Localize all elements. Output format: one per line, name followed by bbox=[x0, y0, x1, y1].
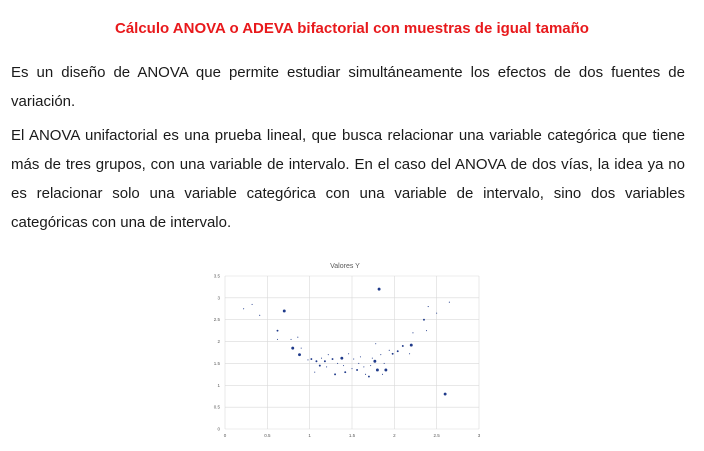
data-point bbox=[370, 365, 371, 366]
data-point bbox=[334, 373, 336, 375]
data-point bbox=[368, 376, 370, 378]
data-point bbox=[344, 371, 346, 373]
y-tick-label: 3 bbox=[217, 295, 220, 301]
x-tick-label: 2 bbox=[393, 433, 396, 438]
x-tick-label: 0.5 bbox=[264, 433, 271, 438]
data-point bbox=[337, 363, 338, 364]
chart-title: Valores Y bbox=[330, 263, 360, 270]
data-point bbox=[360, 356, 361, 357]
y-tick-label: 2 bbox=[217, 339, 220, 345]
data-point bbox=[283, 310, 286, 313]
x-tick-label: 2.5 bbox=[433, 433, 440, 438]
data-point bbox=[243, 308, 244, 309]
y-tick-label: 0.5 bbox=[213, 404, 220, 410]
data-point bbox=[252, 304, 253, 305]
data-point bbox=[436, 313, 437, 314]
data-point bbox=[326, 366, 327, 367]
x-tick-label: 1.5 bbox=[348, 433, 356, 438]
data-point bbox=[380, 354, 381, 355]
data-point bbox=[340, 357, 343, 360]
data-point bbox=[423, 319, 425, 321]
data-point bbox=[409, 353, 410, 354]
x-tick-label: 1 bbox=[308, 433, 311, 438]
x-tick-label: 3 bbox=[477, 433, 481, 438]
data-point bbox=[277, 330, 279, 332]
chart-tick-labels bbox=[214, 274, 481, 439]
y-tick-label: 3.5 bbox=[213, 273, 220, 279]
data-point bbox=[353, 359, 354, 360]
data-point bbox=[277, 339, 278, 340]
data-point bbox=[343, 365, 344, 366]
data-point bbox=[384, 369, 387, 372]
y-tick-label: 2.5 bbox=[213, 317, 220, 323]
data-point bbox=[382, 374, 383, 375]
data-point bbox=[332, 358, 334, 360]
data-point bbox=[402, 345, 404, 347]
data-point bbox=[428, 306, 429, 307]
data-point bbox=[351, 368, 352, 369]
paragraph-anova-explanation: El ANOVA unifactorial es una prueba lineal, que busca relacionar una variable categórica que tiene más de tres grupos, con una variable de intervalo. En el caso del ANOVA de dos vías, la idea ya no es relacionar solo una variable categórica con una variable de intervalo, sino dos variables categóricas con una de intervalo. bbox=[11, 127, 685, 231]
data-point bbox=[259, 315, 260, 316]
scatter-chart bbox=[200, 256, 500, 446]
data-point bbox=[291, 347, 294, 350]
data-point bbox=[356, 369, 358, 371]
data-point bbox=[373, 360, 376, 363]
scatter-chart-svg bbox=[200, 256, 500, 446]
data-point bbox=[301, 348, 302, 349]
document-title: Cálculo ANOVA o ADEVA bifactorial con muestras de igual tamaño bbox=[115, 20, 589, 37]
data-point bbox=[376, 369, 379, 372]
data-point bbox=[315, 360, 317, 362]
data-point bbox=[358, 363, 359, 364]
data-point bbox=[375, 343, 376, 344]
data-point bbox=[449, 302, 450, 303]
data-point bbox=[410, 344, 413, 347]
data-point bbox=[363, 366, 364, 367]
data-point bbox=[307, 359, 308, 360]
y-tick-label: 0 bbox=[217, 426, 220, 432]
data-point bbox=[384, 363, 385, 364]
data-point bbox=[328, 354, 329, 355]
data-point bbox=[319, 365, 321, 367]
x-tick-label: 0 bbox=[223, 433, 227, 438]
y-tick-label: 1.5 bbox=[213, 360, 220, 366]
data-point bbox=[365, 374, 366, 375]
y-tick-label: 1 bbox=[217, 382, 220, 388]
data-point bbox=[314, 372, 315, 373]
data-point bbox=[297, 337, 298, 338]
data-point bbox=[348, 353, 349, 354]
data-point bbox=[397, 350, 399, 352]
data-point bbox=[389, 350, 390, 351]
data-point bbox=[426, 330, 427, 331]
paragraph-intro: Es un diseño de ANOVA que permite estudiar simultáneamente los efectos de dos fuentes de variación. bbox=[11, 64, 685, 110]
data-point bbox=[290, 339, 291, 340]
data-point bbox=[310, 358, 312, 360]
data-point bbox=[298, 353, 301, 356]
data-point bbox=[412, 332, 413, 333]
data-point bbox=[392, 353, 394, 355]
data-point bbox=[372, 358, 373, 359]
data-point bbox=[321, 358, 322, 359]
chart-gridlines bbox=[225, 276, 479, 429]
data-point bbox=[324, 360, 326, 362]
data-point bbox=[444, 393, 447, 396]
data-point bbox=[378, 288, 381, 291]
